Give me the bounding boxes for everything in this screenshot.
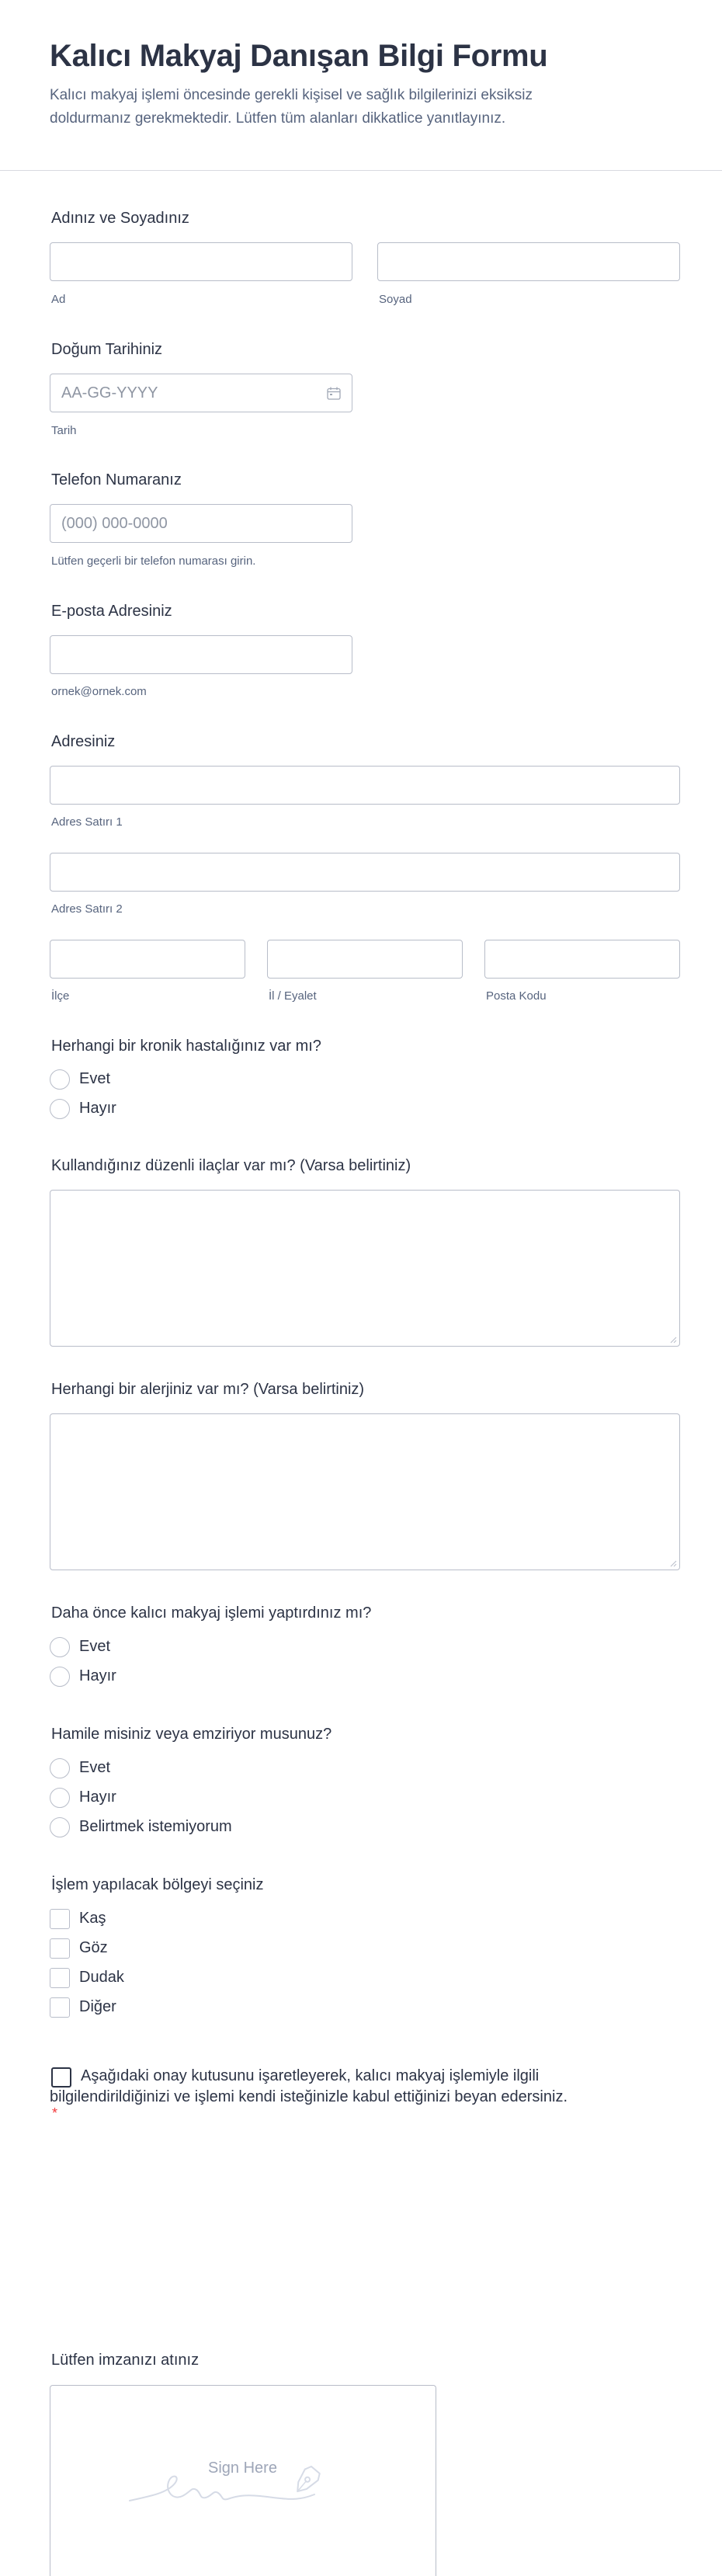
email-label: E-posta Adresiniz — [51, 603, 172, 620]
form-header — [0, 0, 722, 171]
option-label: Hayır — [79, 1789, 116, 1806]
medications-textarea[interactable] — [50, 1190, 680, 1347]
last-name-input[interactable] — [377, 242, 680, 281]
phone-sublabel: Lütfen geçerli bir telefon numarası girin. — [51, 554, 256, 568]
birth-date-placeholder: AA-GG-YYYY — [61, 384, 158, 402]
address-line2-input[interactable] — [50, 853, 680, 892]
phone-label: Telefon Numaranız — [51, 471, 182, 488]
option-label: Kaş — [79, 1910, 106, 1927]
previous-label: Daha önce kalıcı makyaj işlemi yaptırdınız mı? — [51, 1604, 372, 1622]
district-input[interactable] — [50, 940, 245, 979]
radio-button[interactable] — [50, 1099, 70, 1119]
pen-icon — [291, 2464, 322, 2497]
radio-button[interactable] — [50, 1069, 70, 1090]
form-title: Kalıcı Makyaj Danışan Bilgi Formu — [50, 39, 548, 73]
option-label: Göz — [79, 1939, 108, 1956]
medications-label: Kullandığınız düzenli ilaçlar var mı? (Varsa belirtiniz) — [51, 1157, 411, 1174]
birth-date-sublabel: Tarih — [51, 424, 77, 437]
postal-code-input[interactable] — [484, 940, 680, 979]
allergies-label: Herhangi bir alerjiniz var mı? (Varsa belirtiniz) — [51, 1381, 365, 1398]
checkbox[interactable] — [50, 1909, 70, 1929]
checkbox[interactable] — [50, 1938, 70, 1959]
radio-button[interactable] — [50, 1667, 70, 1687]
checkbox[interactable] — [50, 1968, 70, 1988]
province-sublabel: İl / Eyalet — [269, 989, 317, 1003]
first-name-input[interactable] — [50, 242, 352, 281]
name-label: Adınız ve Soyadınız — [51, 210, 189, 227]
option-label: Diğer — [79, 1998, 116, 2015]
option-label: Hayır — [79, 1100, 116, 1117]
radio-button[interactable] — [50, 1637, 70, 1657]
resize-grip-icon[interactable] — [669, 1559, 677, 1567]
birth-date-label: Doğum Tarihiniz — [51, 341, 163, 358]
signature-pad[interactable] — [50, 2385, 436, 2576]
signature-placeholder: Sign Here — [208, 2460, 277, 2477]
radio-button[interactable] — [50, 1758, 70, 1778]
calendar-icon[interactable] — [327, 387, 341, 400]
required-mark: * — [52, 2105, 58, 2121]
address-label: Adresiniz — [51, 733, 116, 750]
area-label: İşlem yapılacak bölgeyi seçiniz — [51, 1876, 264, 1893]
radio-button[interactable] — [50, 1817, 70, 1837]
option-label: Dudak — [79, 1969, 124, 1986]
option-label: Evet — [79, 1759, 111, 1776]
form-subtitle: Kalıcı makyaj işlemi öncesinde gerekli kişisel ve sağlık bilgilerinizi eksiksiz doldurmanız gerekmektedir. Lütfen tüm alanları dikkatlice yanıtlayınız. — [50, 87, 533, 127]
option-label: Hayır — [79, 1667, 116, 1684]
signature-label: Lütfen imzanızı atınız — [51, 2352, 200, 2369]
address-line1-sublabel: Adres Satırı 1 — [51, 815, 123, 829]
province-input[interactable] — [267, 940, 463, 979]
last-name-sublabel: Soyad — [379, 293, 412, 306]
district-sublabel: İlçe — [51, 989, 70, 1003]
phone-input[interactable] — [50, 504, 352, 543]
resize-grip-icon[interactable] — [669, 1336, 677, 1344]
chronic-label: Herhangi bir kronik hastalığınız var mı? — [51, 1038, 321, 1055]
first-name-sublabel: Ad — [51, 293, 66, 306]
pregnant-label: Hamile misiniz veya emziriyor musunuz? — [51, 1726, 332, 1743]
option-label: Evet — [79, 1070, 111, 1087]
address-line2-sublabel: Adres Satırı 2 — [51, 902, 123, 916]
option-label: Belirtmek istemiyorum — [79, 1818, 232, 1835]
email-input[interactable] — [50, 635, 352, 674]
phone-placeholder: (000) 000-0000 — [61, 515, 168, 532]
option-label: Evet — [79, 1638, 111, 1655]
birth-date-input[interactable] — [50, 374, 352, 412]
address-line1-input[interactable] — [50, 766, 680, 805]
checkbox[interactable] — [50, 1997, 70, 2018]
allergies-textarea[interactable] — [50, 1413, 680, 1570]
postal-code-sublabel: Posta Kodu — [486, 989, 547, 1003]
consent-text: Aşağıdaki onay kutusunu işaretleyerek, kalıcı makyaj işlemiyle ilgili bilgilendirildiğinizi ve işlemi kendi isteğinizle kabul ettiğinizi beyan edersiniz. — [50, 2067, 568, 2105]
radio-button[interactable] — [50, 1788, 70, 1808]
email-sublabel: ornek@ornek.com — [51, 685, 147, 698]
